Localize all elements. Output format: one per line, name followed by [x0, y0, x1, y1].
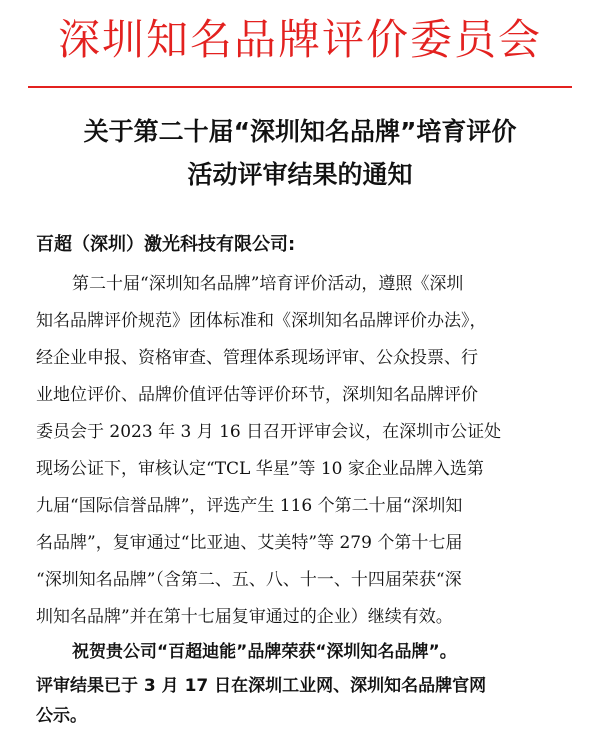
body-line-7: 九届“国际信誉品牌”，评选产生 116 个第二十届“深圳知 — [36, 496, 463, 516]
body-line-4: 业地位评价、品牌价值评估等评价环节，深圳知名品牌评价 — [36, 385, 478, 405]
congrats-line-2: 评审结果已于 3 月 17 日在深圳工业网、深圳知名品牌官网 — [36, 676, 487, 696]
letterhead-red-rule — [28, 86, 572, 88]
document-title-line-1: 关于第二十届“深圳知名品牌”培育评价 — [83, 117, 517, 146]
body-line-9: “深圳知名品牌”（含第二、五、八、十一、十四届荣获“深 — [36, 570, 462, 590]
body-line-8: 名品牌”，复审通过“比亚迪、艾美特”等 279 个第十七届 — [36, 533, 463, 553]
document-title-line-2: 活动评审结果的通知 — [187, 160, 413, 189]
body-line-3: 经企业申报、资格审查、管理体系现场评审、公众投票、行 — [36, 348, 478, 368]
letterhead-org-name: 深圳知名品牌评价委员会 — [57, 15, 542, 64]
body-line-6: 现场公证下，审核认定“TCL 华星”等 10 家企业品牌入选第 — [36, 459, 484, 479]
congrats-line-1: 祝贺贵公司“百超迪能”品牌荣获“深圳知名品牌”。 — [72, 642, 457, 662]
congrats-line-3: 公示。 — [36, 706, 87, 726]
body-line-10: 圳知名品牌”并在第十七届复审通过的企业）继续有效。 — [36, 607, 453, 627]
body-line-1: 第二十届“深圳知名品牌”培育评价活动，遵照《深圳 — [72, 274, 464, 294]
body-line-2: 知名品牌评价规范》团体标准和《深圳知名品牌评价办法》， — [36, 311, 487, 331]
body-line-5: 委员会于 2023 年 3 月 16 日召开评审会议，在深圳市公证处 — [36, 422, 502, 442]
salutation: 百超（深圳）激光科技有限公司: — [36, 234, 296, 255]
